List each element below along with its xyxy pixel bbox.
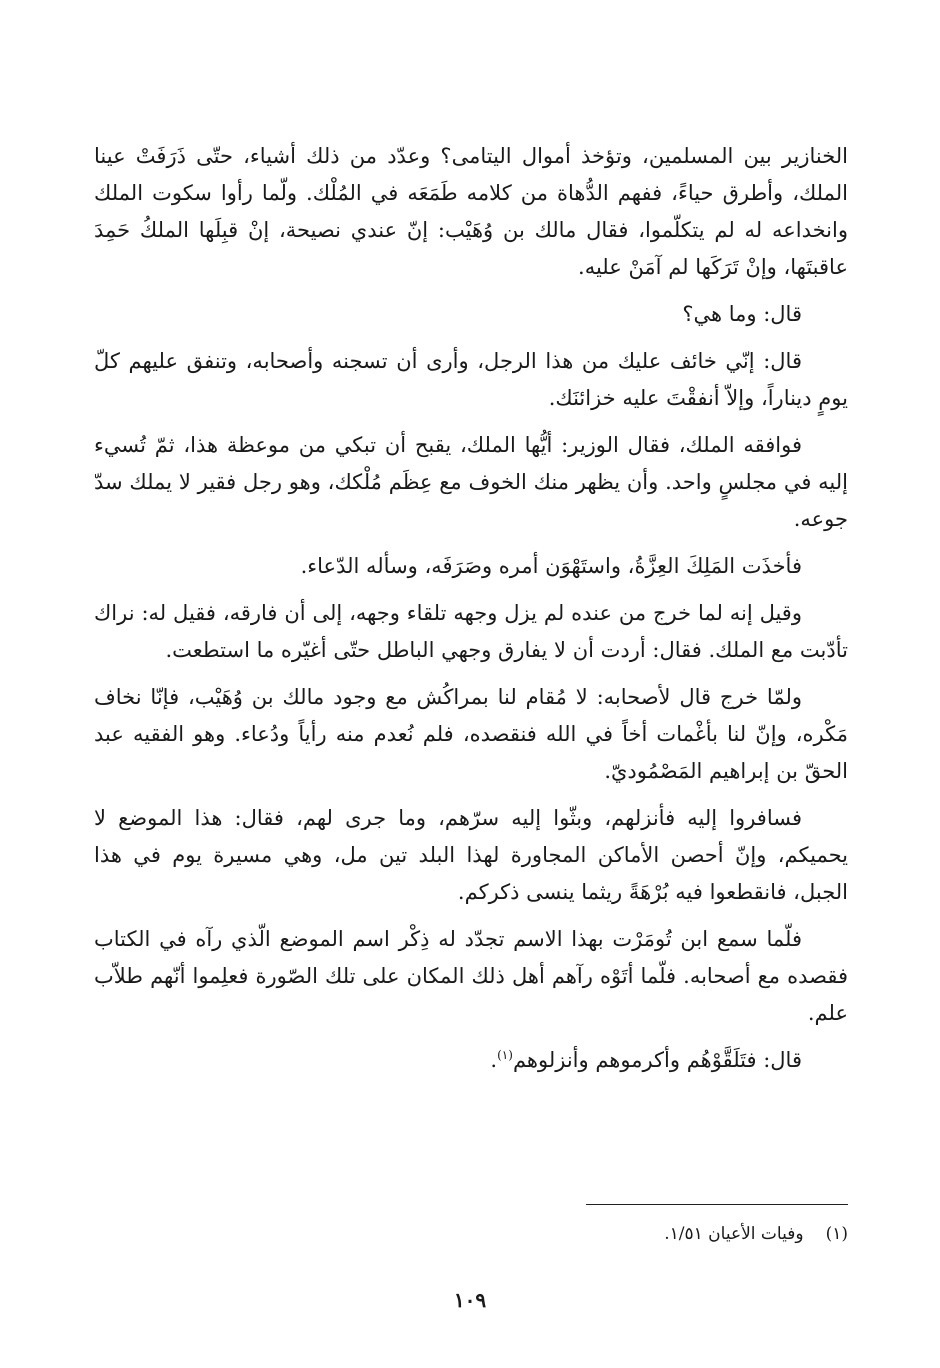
footnote-number: (١) xyxy=(825,1224,848,1244)
footnote-reference[interactable]: (١) xyxy=(497,1048,513,1062)
paragraph-10: قال: فتَلَقَّوْهُم وأكرموهم وأنزلوهم$^{(١)}$. xyxy=(490,1048,802,1072)
paragraph-8: فسافروا إليه فأنزلهم، وبثّوا إليه سرّهم، وما جرى لهم، فقال: هذا الموضع لا يحميكم، وإنّ أحصن الأماكن المجاورة لهذا البلد تين مل، وهي مسيرة يوم في هذا الجبل، فانقطعوا فيه بُرْهَةً ريثما ينسى ذكركم. xyxy=(94,806,848,904)
main-text xyxy=(94,138,848,1089)
footnote xyxy=(94,1222,848,1246)
footnote-divider xyxy=(586,1204,848,1205)
footnote-text: وفيات الأعيان ١/٥١. xyxy=(664,1224,804,1244)
paragraph-3: قال: إنّي خائف عليك من هذا الرجل، وأرى أن تسجنه وأصحابه، وتنفق عليهم كلّ يومٍ ديناراً، وإلاّ أنفقْتَ عليه خزائنَك. xyxy=(94,349,848,410)
paragraph-6: وقيل إنه لما خرج من عنده لم يزل وجهه تلقاء وجهه، إلى أن فارقه، فقيل له: نراك تأدّبت مع الملك. فقال: أردت أن لا يفارق وجهي الباطل حتّى أغيّره ما استطعت. xyxy=(94,601,848,662)
page-number: ١٠٩ xyxy=(453,1288,487,1312)
paragraph-9: فلّما سمع ابن تُومَرْت بهذا الاسم تجدّد له ذِكْر اسم الموضع الّذي رآه في الكتاب فقصده مع أصحابه. فلّما أتَوْه رآهم أهل ذلك المكان على تلك الصّورة فعلِموا أنّهم طلاّب علم. xyxy=(94,927,848,1025)
paragraph-4: فوافقه الملك، فقال الوزير: أيُّها الملك، يقبح أن تبكي من موعظة هذا، ثمّ تُسيء إليه في مجلسٍ واحد. وأن يظهر منك الخوف مع عِظَم مُلْكك، وهو رجل فقير لا يملك سدّ جوعه. xyxy=(94,433,848,531)
paragraph-2: قال: وما هي؟ xyxy=(682,302,802,326)
paragraph-1: الخنازير بين المسلمين، وتؤخذ أموال اليتامى؟ وعدّد من ذلك أشياء، حتّى ذَرَفَتْ عينا الملك، وأطرق حياءً، ففهم الدُّهاة من كلامه طَمَعَه في المُلْك. ولّما رأوا سكوت الملك وانخداعه له لم يتكلّموا، فقال مالك بن وُهَيْب: إنّ عندي نصيحة، إنْ قبِلَها الملكُ حَمِدَ عاقبتَها، وإنْ تَرَكَها لم آمَنْ عليه. xyxy=(94,144,848,279)
paragraph-7: ولمّا خرج قال لأصحابه: لا مُقام لنا بمراكُش مع وجود مالك بن وُهَيْب، فإنّا نخاف مَكْره، وإنّ لنا بأغْمات أخاً في الله فنقصده، فلم نُعدم منه رأياً ودُعاء. وهو الفقيه عبد الحقّ بن إبراهيم المَصْمُوديّ. xyxy=(94,685,848,783)
paragraph-5: فأخذَت المَلِكَ العِزَّةُ، واستَهْوَن أمره وصَرَفَه، وسأله الدّعاء. xyxy=(300,554,802,578)
paragraph-10-text: قال: فتَلَقَّوْهُم وأكرموهم وأنزلوهم xyxy=(512,1048,802,1072)
